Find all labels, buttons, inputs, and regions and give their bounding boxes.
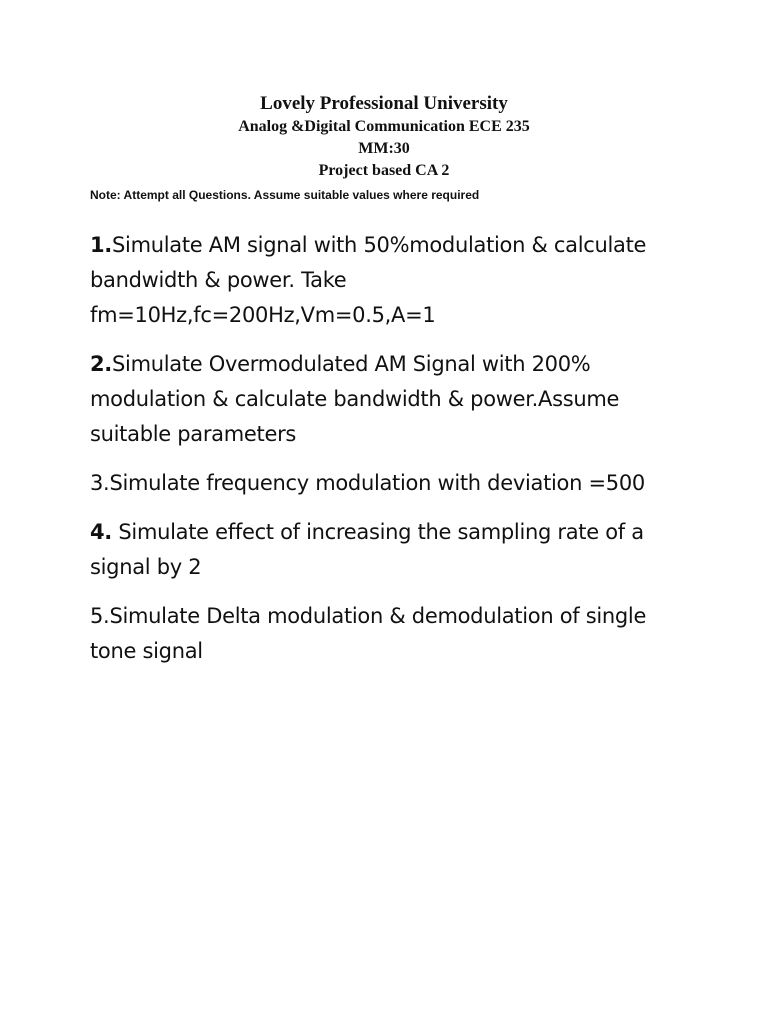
question-line (90, 228, 680, 263)
question-2 (90, 347, 680, 452)
question-number: 1. (90, 233, 112, 257)
question-text: tone signal (90, 639, 203, 663)
question-4 (90, 515, 680, 585)
course-title: Analog &Digital Communication ECE 235 (238, 118, 530, 135)
document-header (0, 92, 768, 182)
question-text: Simulate frequency modulation with deviation =500 (109, 471, 645, 495)
question-text: signal by 2 (90, 555, 202, 579)
question-text: fm=10Hz,fc=200Hz,Vm=0.5,A=1 (90, 303, 436, 327)
question-line (90, 347, 680, 382)
maximum-marks: MM:30 (358, 140, 410, 157)
question-text: modulation & calculate bandwidth & power.Assume (90, 387, 620, 411)
question-text: Simulate Overmodulated AM Signal with 200% (112, 352, 591, 376)
question-line (90, 515, 680, 550)
question-number: 4. (90, 520, 112, 544)
question-1 (90, 228, 680, 333)
question-text: Simulate Delta modulation & demodulation of single (109, 604, 647, 628)
question-5 (90, 599, 680, 669)
question-number: 3. (90, 471, 110, 495)
instructions-note: Note: Attempt all Questions. Assume suitable values where required (90, 188, 480, 202)
question-number: 5. (90, 604, 110, 628)
university-name: Lovely Professional University (260, 93, 508, 114)
question-text: bandwidth & power. Take (90, 268, 347, 292)
question-list (90, 228, 680, 683)
question-line (90, 599, 680, 634)
question-text: Simulate effect of increasing the sampling rate of a (112, 520, 644, 544)
question-number: 2. (90, 352, 112, 376)
question-3 (90, 466, 680, 501)
question-text: suitable parameters (90, 422, 297, 446)
assessment-title: Project based CA 2 (318, 162, 450, 179)
question-text: Simulate AM signal with 50%modulation & calculate (112, 233, 647, 257)
question-line (90, 466, 680, 501)
